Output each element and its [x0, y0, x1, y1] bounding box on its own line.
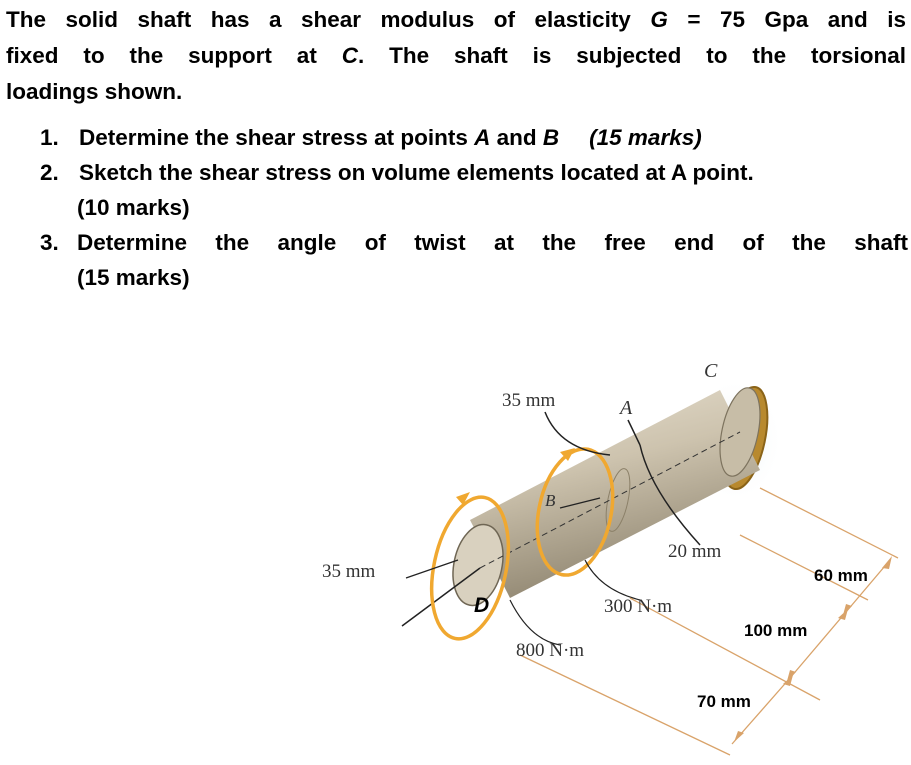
task-item-3: 3. Determine the angle of twist at the free end of the shaft — [40, 230, 908, 255]
label-a: A — [620, 397, 633, 419]
problem-line-1: The solid shaft has a shear modulus of elasticity G = 75 Gpa and is — [6, 7, 907, 32]
leader-300 — [585, 560, 640, 600]
problem-line-3: loadings shown. — [6, 79, 183, 104]
dim-35mm-top: 35 mm — [502, 390, 556, 411]
task-1-marks: (15 marks) — [589, 125, 702, 150]
length-70mm: 70 mm — [697, 692, 751, 711]
length-60mm: 60 mm — [814, 566, 868, 585]
torque-label-800: 800 N·m — [516, 640, 585, 661]
length-100mm: 100 mm — [744, 621, 808, 640]
task-item-1: 1. Determine the shear stress at points A and B (15 marks) — [40, 125, 702, 150]
task-item-3-marks: (15 marks) — [77, 265, 190, 290]
torque-label-300: 300 N·m — [604, 596, 673, 617]
task-item-2: 2. Sketch the shear stress on volume elements located at A point. — [40, 160, 754, 185]
dim-20mm: 20 mm — [668, 541, 722, 562]
leader-800 — [510, 600, 560, 645]
problem-line-2: fixed to the support at C. The shaft is subjected to the torsional — [6, 43, 906, 68]
task-item-2-marks: (10 marks) — [77, 195, 190, 220]
label-c: C — [704, 360, 718, 382]
label-d: D — [474, 594, 490, 617]
dim-35mm-left: 35 mm — [322, 561, 376, 582]
label-b: B — [545, 491, 556, 510]
